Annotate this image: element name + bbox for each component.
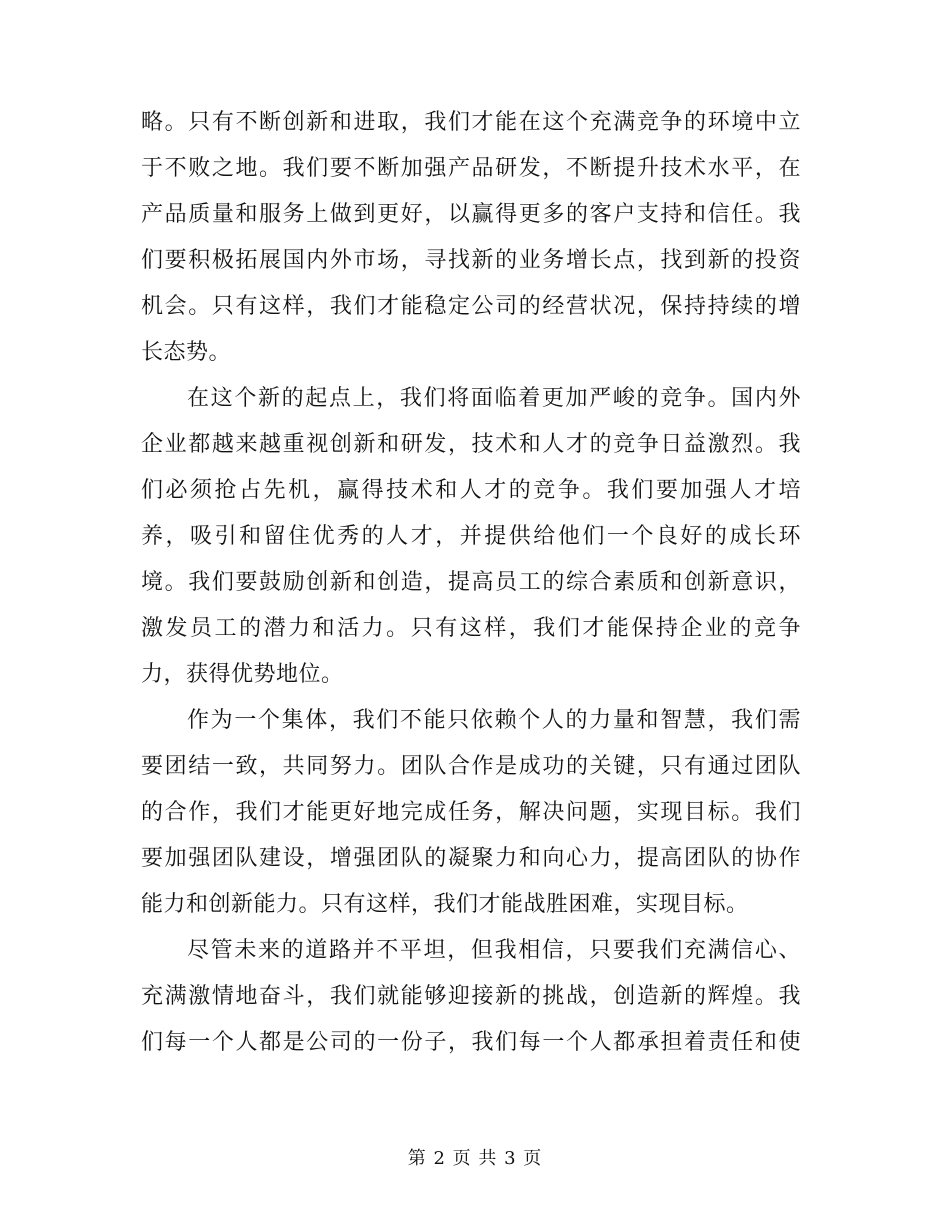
text-line: 激发员工的潜力和活力。只有这样，我们才能保持企业的竞争 <box>141 616 801 641</box>
text-line: 们要积极拓展国内外市场，寻找新的业务增长点，找到新的投资 <box>141 248 801 273</box>
paragraph <box>141 376 801 698</box>
text-line: 机会。只有这样，我们才能稳定公司的经营状况，保持持续的增 <box>141 294 801 319</box>
text-line: 们每一个人都是公司的一份子，我们每一个人都承担着责任和使 <box>141 1030 801 1055</box>
text-line: 要团结一致，共同努力。团队合作是成功的关键，只有通过团队 <box>141 754 801 779</box>
page-number-footer: 第 2 页 共 3 页 <box>407 1148 543 1169</box>
paragraph <box>141 100 801 376</box>
document-body <box>141 100 801 1066</box>
text-line: 力，获得优势地位。 <box>141 662 344 687</box>
paragraph <box>141 698 801 928</box>
text-line: 能力和创新能力。只有这样，我们才能战胜困难，实现目标。 <box>141 892 749 917</box>
text-line: 的合作，我们才能更好地完成任务，解决问题，实现目标。我们 <box>141 800 801 825</box>
text-line: 养，吸引和留住优秀的人才，并提供给他们一个良好的成长环 <box>141 524 801 549</box>
text-line: 在这个新的起点上，我们将面临着更加严峻的竞争。国内外 <box>187 386 801 411</box>
text-line: 要加强团队建设，增强团队的凝聚力和向心力，提高团队的协作 <box>141 846 801 871</box>
text-line: 于不败之地。我们要不断加强产品研发，不断提升技术水平，在 <box>141 156 801 181</box>
text-line: 们必须抢占先机，赢得技术和人才的竞争。我们要加强人才培 <box>141 478 801 503</box>
text-line: 尽管未来的道路并不平坦，但我相信，只要我们充满信心、 <box>187 938 801 963</box>
text-line: 充满激情地奋斗，我们就能够迎接新的挑战，创造新的辉煌。我 <box>141 984 801 1009</box>
text-line: 作为一个集体，我们不能只依赖个人的力量和智慧，我们需 <box>187 708 801 733</box>
text-line: 略。只有不断创新和进取，我们才能在这个充满竞争的环境中立 <box>141 110 801 135</box>
paragraph <box>141 928 801 1066</box>
text-line: 产品质量和服务上做到更好，以赢得更多的客户支持和信任。我 <box>141 202 801 227</box>
text-line: 长态势。 <box>141 340 232 365</box>
text-line: 企业都越来越重视创新和研发，技术和人才的竞争日益激烈。我 <box>141 432 801 457</box>
text-line: 境。我们要鼓励创新和创造，提高员工的综合素质和创新意识， <box>141 570 801 595</box>
